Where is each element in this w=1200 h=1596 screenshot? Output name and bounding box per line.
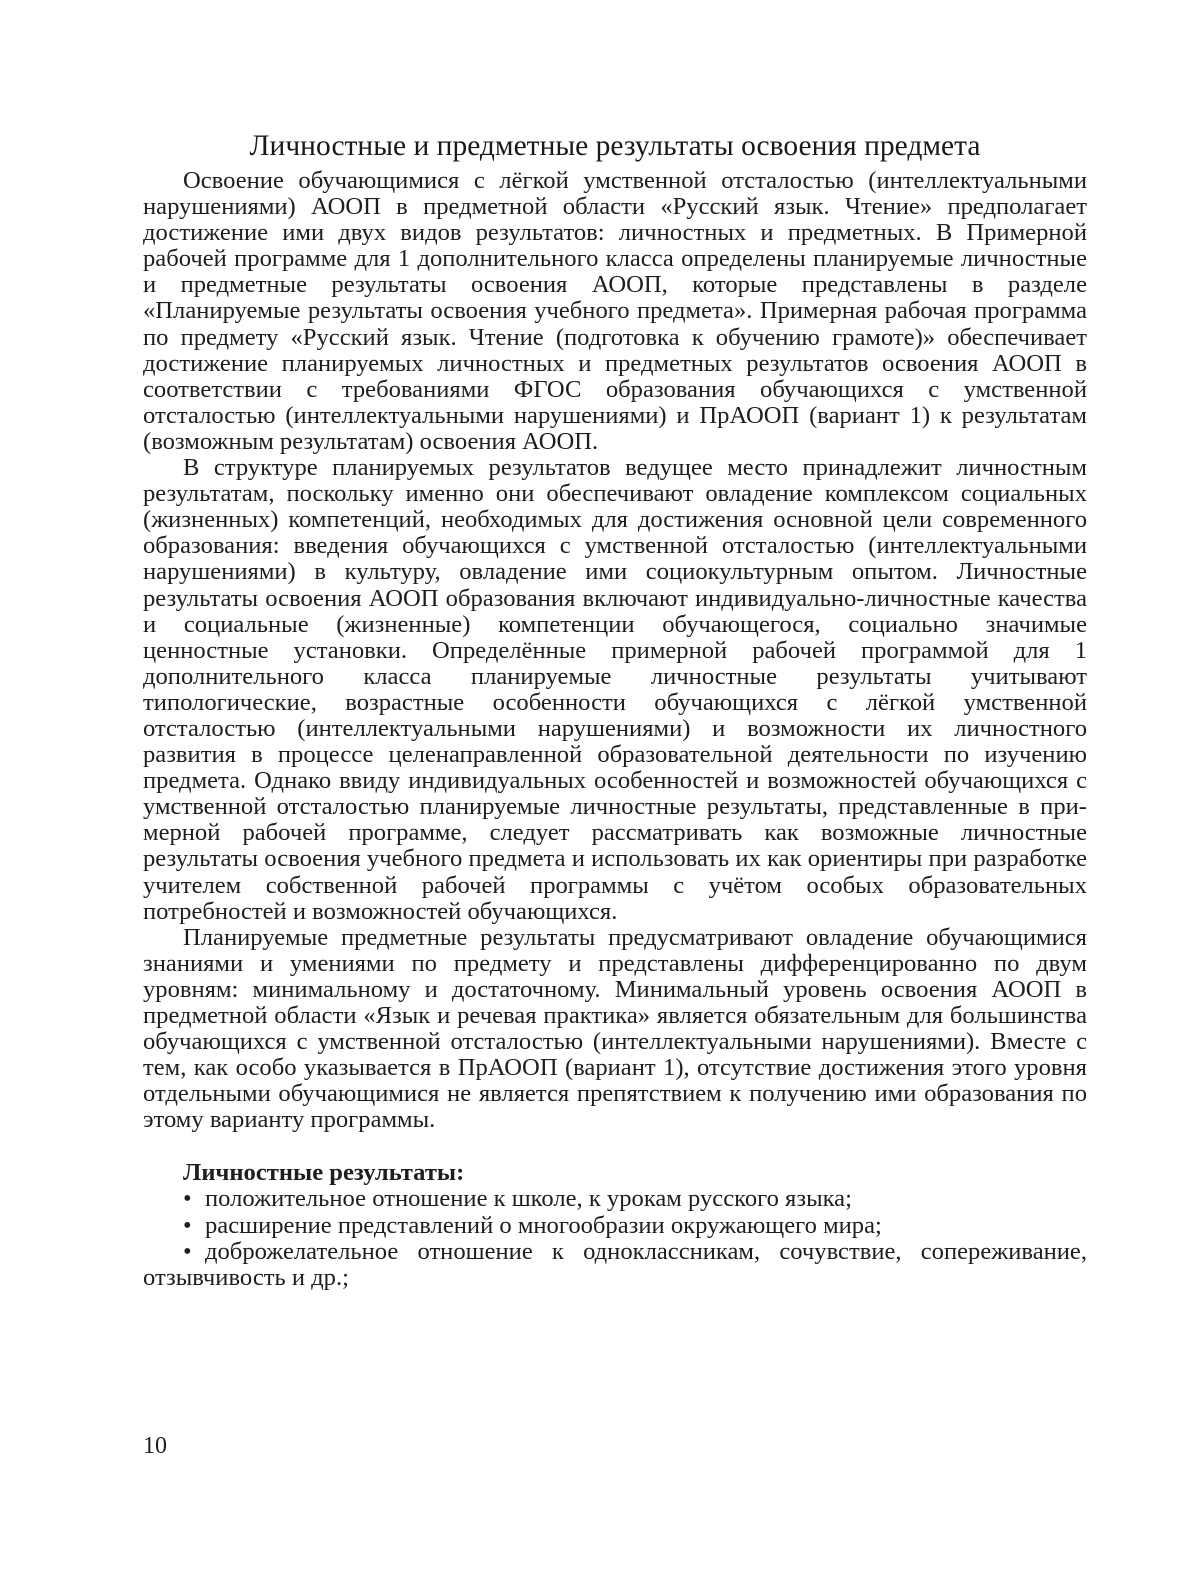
- section-heading: Личностные и предметные результаты освоения предмета: [249, 130, 981, 162]
- list-item: [143, 1239, 1087, 1291]
- bullet-icon: •: [183, 1211, 192, 1239]
- bullet-icon: •: [183, 1185, 192, 1213]
- list-item-text: положительное отношение к школе, к урокам русского языка;: [205, 1185, 852, 1213]
- paragraph-1: Освоение обучающимися с лёгкой умственной отсталостью (интеллектуальными нарушениями) АООП в предметной области «Русский язык. Чтение» предполагает достижение ими двух видов результатов: личностных и предметных. В Примерной рабочей программе для 1 дополнительного класса определены планируемые личностные и предметные результаты освоения АООП, которые представлены в разделе «Планируемые результаты освоения учебного предмета». Примерная рабочая программа по предмету «Русский язык. Чтение (подготовка к обучению грамоте)» обеспечивает достижение планируемых личностных и предметных результатов освоения АООП в соответствии с требованиями ФГОС образования обучающихся с умственной отсталостью (интеллектуальными нарушениями) и ПрАООП (вариант 1) к результатам (возможным результатам) освоения АООП.: [143, 167, 1087, 455]
- personal-results-list: [143, 1186, 1087, 1290]
- personal-results-subheading: Личностные результаты:: [183, 1159, 465, 1187]
- paragraph-3: Планируемые предметные результаты предусматривают овладение обучающимися знаниями и умениями по предмету и представлены дифференцированно по двум уровням: минимальному и достаточному. Минимальный уровень освоения АООП в предметной области «Язык и речевая практика» является обязательным для большинства обучающихся с умственной отсталостью (интеллектуальными нарушениями). Вместе с тем, как особо указывается в ПрАООП (вариант 1), отсутствие достижения этого уровня отдельными обучающимися не является препятствием к получению ими образования по этому варианту программы.: [143, 923, 1087, 1134]
- list-item: [143, 1186, 1087, 1212]
- paragraph-2: В структуре планируемых результатов ведущее место принадлежит личностным результатам, поскольку именно они обеспечивают овладение комплексом социальных (жизненных) компетенций, необходимых для достижения основной цели современного образования: введения обучающихся с умственной отсталостью (интеллектуальными нарушениями) в культуру, овладение ими социокультурным опытом. Личностные результаты освоения АООП образования включают индивидуально-личностные качества и социальные (жизненные) компетенции обучающегося, социально значимые ценностные установки. Определённые примерной рабочей программой для 1 дополнительного класса планируемые личностные результаты учитывают типологические, возрастные особенности обучающихся с лёгкой умственной отсталостью (интеллектуальными нарушениями) и возможности их личностного развития в процессе целенаправленной образовательной деятельности по изучению предмета. Однако ввиду индивидуальных особенностей и возможностей обучающихся с умственной отсталостью планируемые личностные результаты, представленные в примерной рабочей программе, следует рассматривать как возможные личностные результаты освоения учебного предмета и использовать их как ориентиры при разработке учителем собственной рабочей программы с учётом особых образовательных потребностей и возможностей обучающихся.: [143, 454, 1087, 925]
- bullet-icon: •: [183, 1237, 192, 1265]
- list-item: [143, 1213, 1087, 1239]
- list-item-text: расширение представлений о многообразии окружающего мира;: [205, 1211, 882, 1239]
- page-number: 10: [143, 1433, 167, 1459]
- list-item-text: доброжелательное отношение к одноклассникам, сочувствие, сопереживание, отзывчивость и др.;: [143, 1237, 1087, 1291]
- page-content: [143, 128, 1087, 1291]
